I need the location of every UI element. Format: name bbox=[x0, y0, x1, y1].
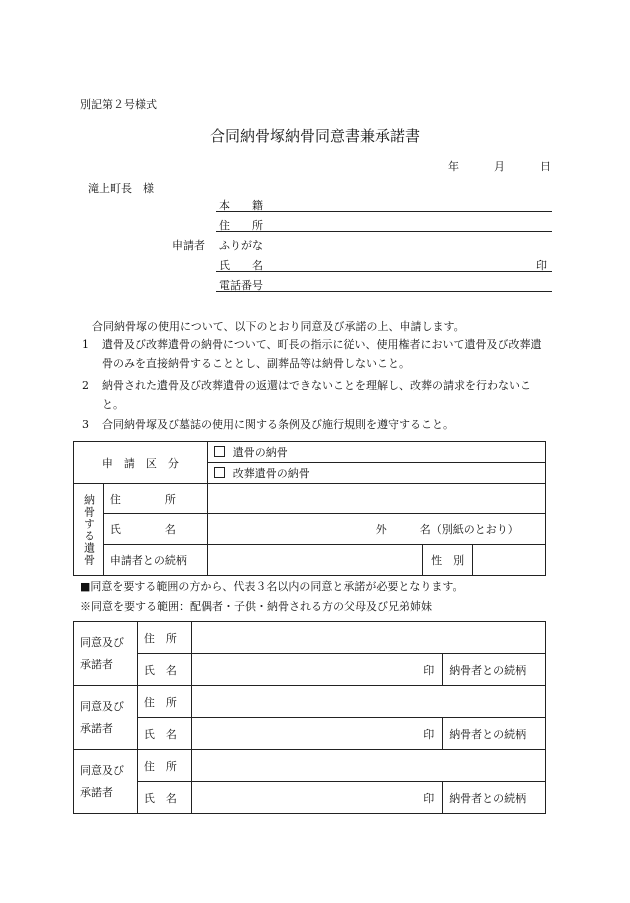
honseki-label: 本 籍 bbox=[219, 199, 263, 212]
consenter-3-label: 同意及び 承諾者 bbox=[74, 750, 138, 814]
applicant-label: 申請者 bbox=[172, 239, 205, 252]
consenter-2-seal: 印 bbox=[423, 727, 435, 741]
consenter-3-relation-label: 納骨者との続柄 bbox=[443, 782, 546, 814]
consenter-1-label: 同意及び 承諾者 bbox=[74, 622, 138, 686]
gender-field[interactable] bbox=[473, 545, 546, 576]
consenter-2-relation-label: 納骨者との続柄 bbox=[443, 718, 546, 750]
remains-address-label: 住 所 bbox=[103, 484, 207, 514]
relation-label: 申請者との続柄 bbox=[103, 545, 207, 576]
item-1-text: 遺骨及び改葬遺骨の納骨について、町長の指示に従い、使用権者において遺骨及び改葬遺骨のみを直接納骨することとし、副葬品等は納骨しないこと。 bbox=[102, 338, 542, 370]
date-year: 年 bbox=[448, 160, 459, 173]
consenter-2-label: 同意及び 承諾者 bbox=[74, 686, 138, 750]
item-3-text: 合同納骨塚及び墓誌の使用に関する条例及び施行規則を遵守すること。 bbox=[102, 418, 454, 431]
consenter-1-seal: 印 bbox=[423, 663, 435, 677]
consenter-2-address-field[interactable] bbox=[191, 686, 545, 718]
note-scope-definition: ※同意を要する範囲：配偶者・子供・納骨される方の父母及び兄弟姉妹 bbox=[80, 600, 432, 613]
intro-text: 合同納骨塚の使用について、以下のとおり同意及び承諾の上、申請します。 bbox=[92, 320, 465, 333]
option-reburial-label: 改葬遺骨の納骨 bbox=[232, 467, 310, 480]
item-3 bbox=[82, 415, 552, 434]
gender-label: 性 別 bbox=[423, 545, 473, 576]
consenter-1-name-field[interactable] bbox=[191, 654, 442, 686]
shimei-label: 氏 名 bbox=[219, 259, 263, 272]
consenter-1-address-label: 住 所 bbox=[137, 622, 191, 654]
item-1 bbox=[82, 335, 552, 373]
item-2 bbox=[82, 376, 552, 414]
remains-name-label: 氏 名 bbox=[103, 514, 207, 545]
consenter-2-name-field[interactable] bbox=[191, 718, 442, 750]
relation-field[interactable] bbox=[207, 545, 422, 576]
consenter-3-address-field[interactable] bbox=[191, 750, 545, 782]
consenter-1-relation-label: 納骨者との続柄 bbox=[443, 654, 546, 686]
remains-name-field[interactable] bbox=[207, 514, 545, 545]
shimei-line[interactable] bbox=[216, 271, 552, 272]
jusho-line[interactable] bbox=[216, 231, 552, 232]
remains-address-field[interactable] bbox=[207, 484, 545, 514]
date-day: 日 bbox=[540, 160, 551, 173]
checkbox-icon[interactable] bbox=[214, 467, 225, 478]
item-2-text: 納骨された遺骨及び改葬遺骨の返還はできないことを理解し、改葬の請求を行わないこと。 bbox=[102, 379, 531, 411]
item-1-number: 1 bbox=[82, 338, 89, 351]
consenter-1-name-label: 氏 名 bbox=[137, 654, 191, 686]
consenter-3-name-field[interactable] bbox=[191, 782, 442, 814]
remains-side-label: 納骨する遺骨 bbox=[74, 484, 104, 576]
furigana-label: ふりがな bbox=[219, 239, 263, 252]
consenter-3-seal: 印 bbox=[423, 791, 435, 805]
seal-mark: 印 bbox=[536, 259, 547, 272]
checkbox-icon[interactable] bbox=[214, 446, 225, 457]
item-3-number: 3 bbox=[82, 418, 89, 431]
consenter-2-name-label: 氏 名 bbox=[137, 718, 191, 750]
item-2-number: 2 bbox=[82, 379, 89, 392]
jusho-label: 住 所 bbox=[219, 219, 263, 232]
date-month: 月 bbox=[494, 160, 505, 173]
application-table bbox=[73, 441, 546, 576]
option-ashes-label: 遺骨の納骨 bbox=[232, 446, 288, 459]
tel-label: 電話番号 bbox=[219, 279, 263, 292]
document-title: 合同納骨塚納骨同意書兼承諾書 bbox=[209, 127, 420, 145]
consenter-2-address-label: 住 所 bbox=[137, 686, 191, 718]
note-required-scope: ■同意を要する範囲の方から、代表３名以内の同意と承諾が必要となります。 bbox=[80, 580, 464, 593]
option-ashes[interactable] bbox=[207, 442, 545, 463]
consent-table bbox=[73, 621, 546, 814]
form-number: 別記第２号様式 bbox=[80, 98, 157, 111]
tel-line[interactable] bbox=[216, 291, 552, 292]
remains-name-suffix: 外 名（別紙のとおり） bbox=[375, 523, 519, 536]
consenter-3-name-label: 氏 名 bbox=[137, 782, 191, 814]
honseki-line[interactable] bbox=[216, 211, 552, 212]
consenter-3-address-label: 住 所 bbox=[137, 750, 191, 782]
consenter-1-address-field[interactable] bbox=[191, 622, 545, 654]
addressee: 滝上町長 様 bbox=[88, 182, 154, 195]
category-label: 申 請 区 分 bbox=[74, 442, 208, 484]
option-reburial[interactable] bbox=[207, 463, 545, 484]
